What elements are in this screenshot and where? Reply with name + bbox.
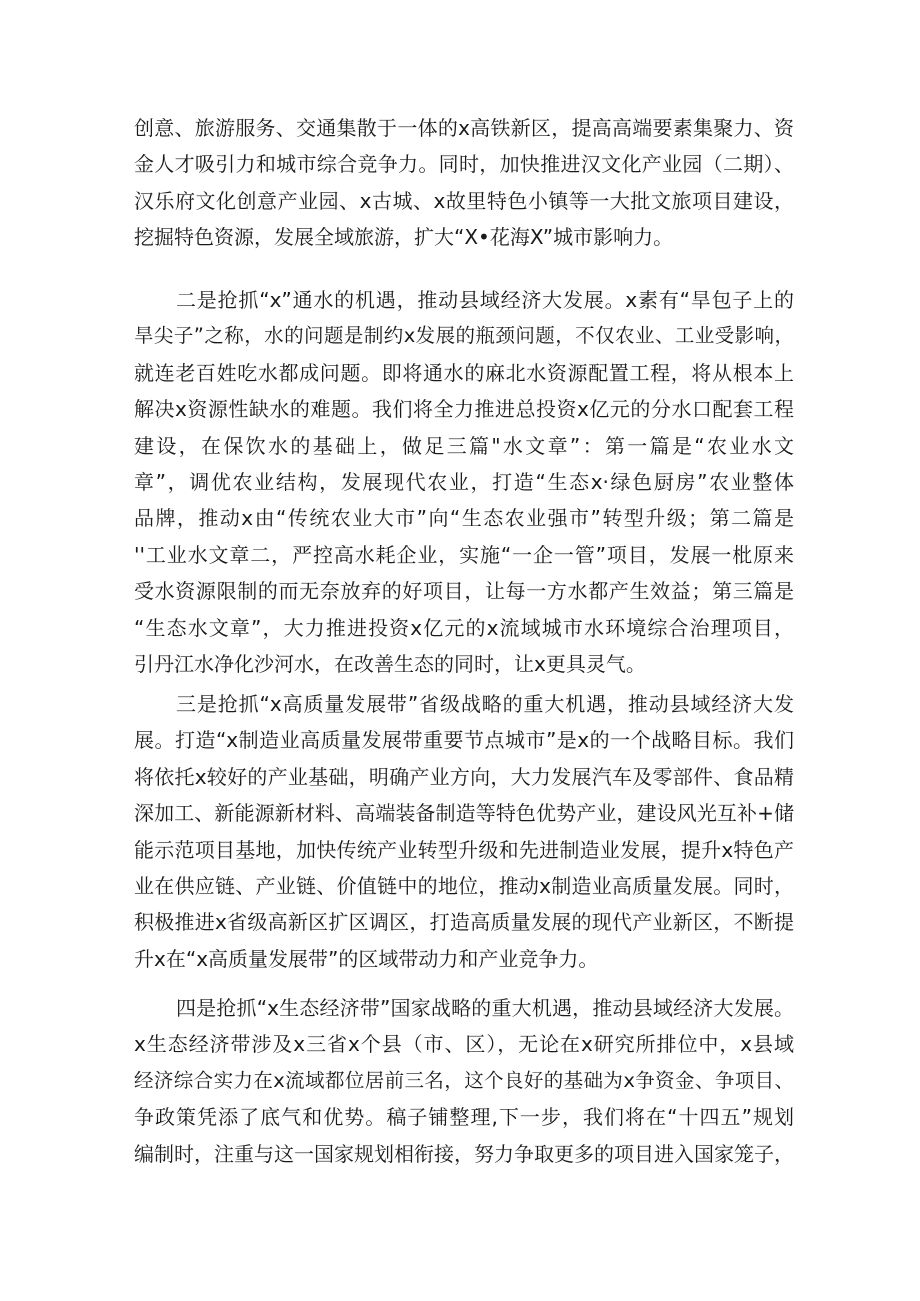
text-line: 将依托x较好的产业基础，明确产业方向，大力发展汽车及零部件、食品精: [134, 764, 794, 789]
text-line: 展。打造“x制造业高质量发展带重要节点城市”是x的一个战略目标。我们: [134, 728, 794, 753]
text-line: 积极推进x省级高新区扩区调区，打造高质量发展的现代产业新区，不断提: [134, 910, 794, 935]
text-line: 创意、旅游服务、交通集散于一体的x高铁新区，提高高端要素集聚力、资: [134, 116, 794, 140]
text-line: 三是抢抓“x高质量发展带”省级战略的重大机遇，推动县域经济大发: [176, 692, 794, 716]
text-line: x生态经济带涉及x三省x个县（市、区），无论在x研究所排位中，x县域: [134, 1032, 794, 1057]
text-line: 就连老百姓吃水都成问题。即将通水的麻北水资源配置工程，将从根本上: [134, 360, 794, 385]
text-line: 金人才吸引力和城市综合竞争力。同时，加快推进汉文化产业园（二期）、: [134, 152, 794, 177]
text-line: 受水资源限制的而无奈放弃的好项目，让每一方水都产生效益；第三篇是: [134, 579, 794, 604]
text-line: 编制时，注重与这一国家规划相衔接，努力争取更多的项目进入国家笼子，: [134, 1141, 794, 1166]
text-line: 争政策凭添了底气和优势。稿子铺整理,下一步，我们将在“十四五”规划: [134, 1105, 794, 1130]
text-line: 解决x资源性缺水的难题。我们将全力推进总投资x亿元的分水口配套工程: [134, 397, 794, 422]
text-line: 经济综合实力在x流域都位居前三名，这个良好的基础为x争资金、争项目、: [134, 1068, 794, 1092]
text-line: 引丹江水净化沙河水，在改善生态的同时，让x更具灵气。: [134, 651, 646, 676]
paragraph-3: [134, 686, 794, 977]
text-line: 业在供应链、产业链、价值链中的地位，推动x制造业高质量发展。同时，: [134, 873, 794, 898]
text-line: 章”，调优农业结构，发展现代农业，打造“生态x·绿色厨房”农业整体: [134, 469, 794, 494]
text-line: ''工业水文章二，严控高水耗企业，实施“一企一管”项目，发展一枇原来: [134, 542, 794, 567]
text-line: 汉乐府文化创意产业园、x古城、x故里特色小镇等一大批文旅项目建设，: [134, 188, 794, 213]
text-line: 升x在“x高质量发展带”的区域带动力和产业竞争力。: [134, 946, 599, 971]
text-line: 能示范项目基地，加快传统产业转型升级和先进制造业发展，提升x特色产: [134, 837, 794, 862]
text-line: 建设，在保饮水的基础上，做足三篇"水文章”：第一篇是“农业水文: [134, 433, 794, 458]
text-line: 挖掘特色资源，发展全域旅游，扩大“X•花海X”城市影响力。: [134, 225, 674, 250]
text-line: “生态水文章”，大力推进投资x亿元的x流域城市水环境综合治理项目，: [134, 615, 794, 640]
text-line: 旱尖子”之称，水的问题是制约x发展的瓶颈问题，不仅农业、工业受影响，: [134, 324, 794, 348]
text-line: 品牌，推动x由“传统农业大市”向“生态农业强市”转型升级；第二篇是: [134, 506, 794, 531]
paragraph-1: [134, 110, 794, 256]
paragraph-2: [134, 282, 794, 682]
text-line: 四是抢抓“x生态经济带”国家战略的重大机遇，推动县域经济大发展。: [176, 996, 794, 1020]
text-line: 深加工、新能源新材料、高端装备制造等特色优势产业，建设风光互补+储: [134, 801, 794, 826]
text-line: 二是抢抓“x”通水的机遇，推动县域经济大发展。x素有“旱包子上的: [176, 288, 794, 312]
paragraph-4: [134, 990, 794, 1172]
